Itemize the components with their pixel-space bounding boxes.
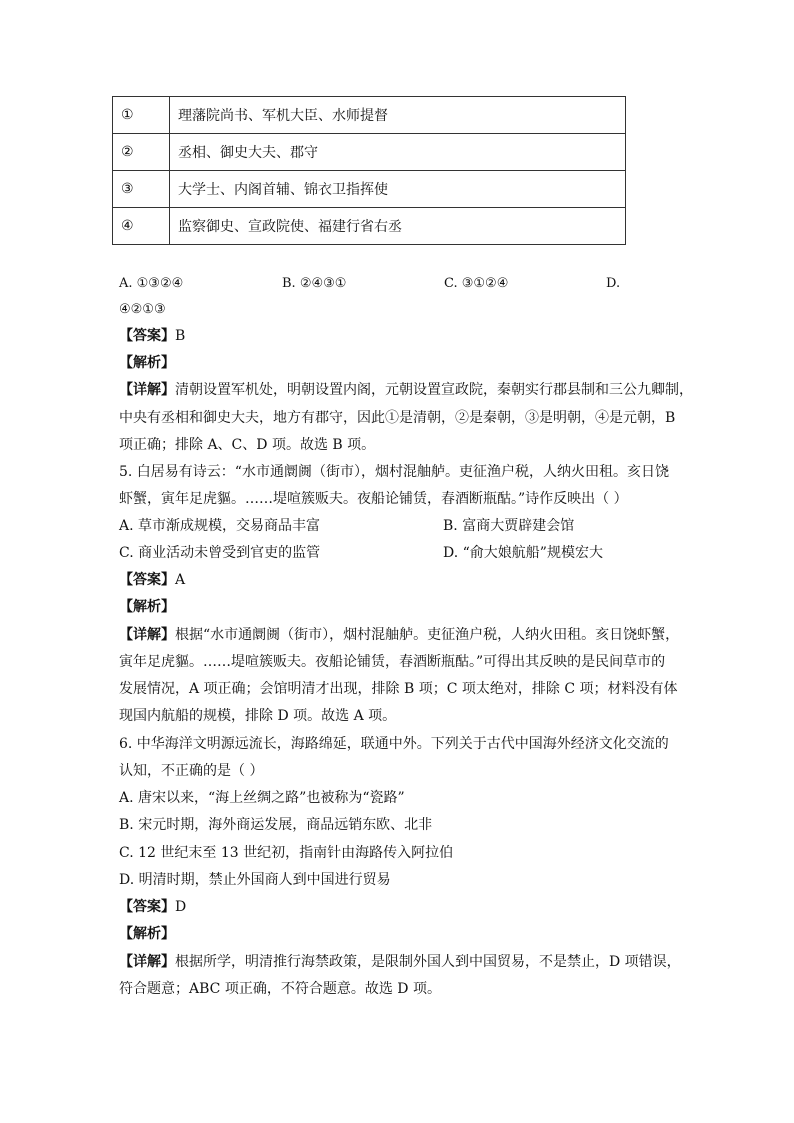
q6-option-c: C. 12 世纪末至 13 世纪初，指南针由海路传入阿拉伯 — [119, 845, 454, 861]
row-number: ③ — [113, 171, 170, 208]
q4-choice-b: B. ②④③① — [282, 276, 347, 291]
detail-text: 根据“水市通阛阓（街市），烟村混舳舻。吏征渔户税，人纳火田租。亥日饶虾蟹， — [175, 627, 680, 643]
q4-detail-line: 项正确；排除 A、C、D 项。故选 B 项。 — [119, 437, 376, 453]
row-text: 大学士、内阁首辅、锦衣卫指挥使 — [170, 171, 626, 208]
answer-value: A — [175, 572, 186, 588]
q4-detail-line — [119, 380, 693, 400]
answer-label: 【答案】 — [119, 328, 175, 344]
q4-detail-line: 中央有丞相和御史大夫，地方有郡守，因此①是清朝，②是秦朝，③是明朝，④是元朝，B — [119, 410, 676, 426]
detail-label: 【详解】 — [119, 954, 175, 970]
row-text: 监察御史、宣政院使、福建行省右丞 — [170, 208, 626, 245]
q5-analysis-label: 【解析】 — [119, 599, 175, 615]
official-titles-table — [112, 96, 626, 245]
answer-label: 【答案】 — [119, 572, 175, 588]
q5-detail-line — [119, 625, 679, 645]
q5-detail-line: 寅年足虎貙。……堤喧簇贩夫。夜船论铺赁，春酒断瓶酤。”可得出其反映的是民间草市的 — [119, 654, 666, 670]
q6-option-d: D. 明清时期，禁止外国商人到中国进行贸易 — [119, 872, 391, 888]
q5-stem-line: 虾蟹，寅年足虎貙。……堤喧簇贩夫。夜船论铺赁，春酒断瓶酤。”诗作反映出（ ） — [119, 491, 628, 507]
q6-option-b: B. 宋元时期，海外商运发展，商品远销东欧、北非 — [119, 817, 433, 833]
q5-detail-line: 发展情况，A 项正确；会馆明清才出现，排除 B 项；C 项太绝对，排除 C 项；材料没有体 — [119, 681, 678, 697]
answer-value: D — [175, 899, 187, 915]
q4-choice-c: C. ③①②④ — [444, 276, 509, 291]
table-row — [113, 208, 626, 245]
q6-detail-line — [119, 952, 681, 972]
q4-answer — [119, 326, 185, 346]
row-number: ④ — [113, 208, 170, 245]
table-row — [113, 134, 626, 171]
detail-text: 根据所学，明清推行海禁政策，是限制外国人到中国贸易，不是禁止，D 项错误， — [175, 954, 681, 970]
detail-label: 【详解】 — [119, 627, 175, 643]
q4-choice-d: D. — [606, 276, 621, 291]
row-number: ② — [113, 134, 170, 171]
q6-option-a: A. 唐宋以来，“海上丝绸之路”也被称为“瓷路” — [119, 790, 405, 806]
table-row — [113, 171, 626, 208]
row-number: ① — [113, 97, 170, 134]
table-row — [113, 97, 626, 134]
q5-stem-line: 5. 白居易有诗云：“水市通阛阓（街市），烟村混舳舻。吏征渔户税，人纳火田租。亥日饶 — [119, 464, 669, 480]
q5-answer — [119, 570, 185, 590]
row-text: 理藩院尚书、军机大臣、水师提督 — [170, 97, 626, 134]
q6-stem-line: 6. 中华海洋文明源远流长，海路绵延，联通中外。下列关于古代中国海外经济文化交流的 — [119, 736, 669, 752]
q6-stem-line: 认知，不正确的是（ ） — [119, 763, 264, 779]
q5-option-c: C. 商业活动未曾受到官吏的监管 — [119, 545, 321, 561]
q5-option-a: A. 草市渐成规模，交易商品丰富 — [119, 518, 321, 534]
q4-choice-a: A. ①③②④ — [119, 276, 184, 291]
q5-option-b: B. 富商大贾辟建会馆 — [443, 518, 575, 534]
row-text: 丞相、御史大夫、郡守 — [170, 134, 626, 171]
q4-choice-d-wrap: ④②①③ — [119, 302, 166, 317]
q6-detail-line: 符合题意；ABC 项正确，不符合题意。故选 D 项。 — [119, 981, 441, 997]
q5-option-d: D. “俞大娘航船”规模宏大 — [443, 545, 603, 561]
q5-detail-line: 现国内航船的规模，排除 D 项。故选 A 项。 — [119, 708, 397, 724]
q6-analysis-label: 【解析】 — [119, 926, 175, 942]
q4-analysis-label: 【解析】 — [119, 355, 175, 371]
detail-text: 清朝设置军机处，明朝设置内阁，元朝设置宣政院，秦朝实行郡县制和三公九卿制， — [175, 382, 693, 398]
detail-label: 【详解】 — [119, 382, 175, 398]
answer-label: 【答案】 — [119, 899, 175, 915]
q6-answer — [119, 897, 186, 917]
answer-value: B — [175, 328, 186, 344]
